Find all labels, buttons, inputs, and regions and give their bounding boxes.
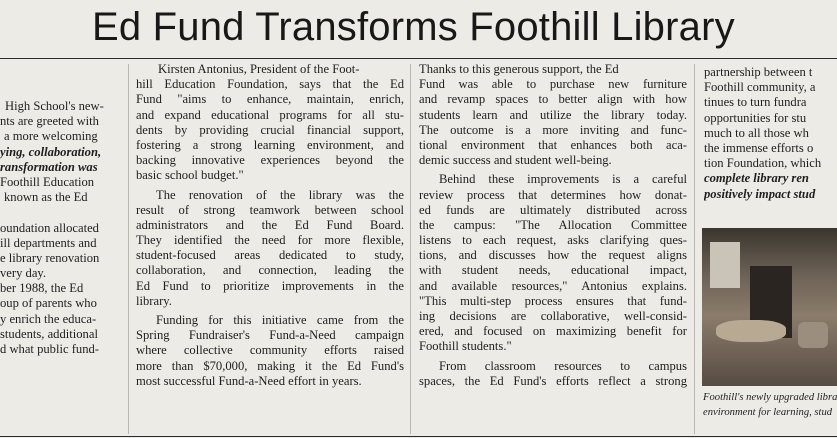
text-line: more than $70,000, making it the Ed Fund's bbox=[136, 358, 404, 373]
text-line: review process that determines how donat- bbox=[419, 187, 687, 202]
text-line: Foothill community, a bbox=[704, 80, 816, 95]
text-line: d what public fund- bbox=[0, 342, 99, 356]
text-line: collaboration, and connection, leading the bbox=[136, 263, 404, 278]
text-line: a more welcoming bbox=[4, 129, 98, 144]
text-line: library. bbox=[136, 293, 172, 308]
text-line: tions, and discusses how the request aligns bbox=[419, 248, 687, 263]
text-line: Fund was able to purchase new furniture bbox=[419, 77, 687, 92]
library-photo bbox=[702, 228, 837, 386]
text-line: ill departments and bbox=[0, 235, 97, 250]
text-line: and available resources," Antonius explains. bbox=[419, 278, 687, 293]
text-line: hill Education Foundation, says that the Ed bbox=[136, 77, 404, 92]
text-line: tinues to turn fundra bbox=[704, 95, 807, 110]
text-line: the immense efforts o bbox=[704, 140, 814, 155]
text-line: ing decisions are collaborative, well-consid- bbox=[419, 309, 687, 323]
text-line: opportunities for stu bbox=[704, 110, 807, 125]
text-line: Funding for this initiative came from the bbox=[156, 313, 404, 327]
text-line: basic school budget." bbox=[136, 168, 244, 183]
text-line: where collective community efforts raised bbox=[136, 343, 404, 358]
text-line: tion Foundation, which bbox=[704, 156, 822, 171]
text-line: From classroom resources to campus bbox=[439, 358, 687, 373]
text-line: ed funds are ultimately distributed across bbox=[419, 202, 687, 217]
text-line: students, additional bbox=[0, 326, 98, 341]
text-line: ered, and focused on maximizing benefit for bbox=[419, 324, 687, 339]
text-line: They identified the need for more flexible, bbox=[136, 233, 404, 248]
article-column-4 bbox=[704, 65, 837, 202]
text-line: y enrich the educa- bbox=[0, 311, 97, 326]
text-line: Kirsten Antonius, President of the Foot- bbox=[158, 62, 360, 76]
text-line: much to all those wh bbox=[704, 125, 809, 140]
text-line: High School's new- bbox=[5, 99, 104, 113]
text-line: administrators and the Ed Fund Board. bbox=[136, 217, 404, 232]
text-line: The renovation of the library was the bbox=[156, 187, 404, 202]
text-line: very day. bbox=[0, 266, 47, 281]
text-line: e library renovation bbox=[0, 250, 100, 265]
article-column-1 bbox=[0, 99, 122, 357]
text-line: the campus: "The Allocation Committee bbox=[419, 217, 687, 232]
column-divider-2 bbox=[410, 64, 411, 434]
text-line: Foothill Education bbox=[0, 174, 95, 189]
text-line: oup of parents who bbox=[0, 296, 97, 311]
text-line: Thanks to this generous support, the Ed bbox=[419, 62, 619, 76]
text-line: positively impact stud bbox=[704, 186, 816, 201]
text-line: demic success and student well-being. bbox=[419, 153, 612, 168]
headline: Ed Fund Transforms Foothill Library bbox=[92, 5, 735, 49]
column-divider-1 bbox=[128, 64, 129, 434]
text-line: dents by providing crucial financial support, bbox=[136, 122, 404, 137]
text-line: Fund "aims to enhance, maintain, enrich, bbox=[136, 92, 404, 107]
article-column-2 bbox=[136, 62, 404, 389]
text-line: ying, collaboration, bbox=[0, 144, 102, 159]
text-line: most successful Fund-a-Need effort in years. bbox=[136, 373, 362, 388]
text-line: ber 1988, the Ed bbox=[0, 281, 84, 296]
text-line: Spring Fundraiser's Fund-a-Need campaign bbox=[136, 328, 404, 343]
text-line: Behind these improvements is a careful bbox=[439, 172, 687, 187]
text-line: Ed Fund to prioritize improvements in the bbox=[136, 278, 404, 293]
text-line: fostering a strong learning environment, and bbox=[136, 137, 404, 152]
text-line: and expand educational programs for all stu- bbox=[136, 107, 404, 122]
text-line: Foothill students." bbox=[419, 339, 512, 354]
text-line bbox=[0, 205, 122, 220]
article-column-3 bbox=[419, 62, 687, 389]
text-line: backing innovative experiences beyond the bbox=[136, 153, 404, 168]
photo-table bbox=[716, 320, 786, 342]
text-line: The outcome is a more inviting and func- bbox=[419, 122, 687, 137]
photo-chair bbox=[798, 322, 828, 348]
caption-line: Foothill's newly upgraded libra bbox=[703, 392, 837, 403]
text-line: with student needs, educational impact, bbox=[419, 263, 687, 278]
text-line: student-focused areas dedicated to study, bbox=[136, 248, 404, 263]
caption-line: environment for learning, stud bbox=[703, 407, 833, 418]
text-line: tional environment that enhances both aca- bbox=[419, 137, 687, 152]
photo-window bbox=[710, 242, 740, 288]
text-line: result of strong teamwork between school bbox=[136, 202, 404, 217]
column-divider-3 bbox=[694, 64, 695, 434]
text-line: complete library ren bbox=[704, 171, 809, 186]
text-line: oundation allocated bbox=[0, 220, 99, 235]
text-line: ransformation was bbox=[0, 159, 98, 174]
text-line: partnership between t bbox=[704, 65, 813, 79]
text-line: listens to each request, asks clarifying ques- bbox=[419, 233, 687, 248]
top-rule bbox=[0, 58, 837, 59]
bottom-rule bbox=[0, 436, 837, 437]
text-line: spaces, the Ed Fund's efforts reflect a strong bbox=[419, 373, 687, 388]
text-line: students learn and utilize the library today. bbox=[419, 107, 687, 122]
text-line: and revamp spaces to better align with how bbox=[419, 92, 687, 107]
text-line: "This multi-step process ensures that fund- bbox=[419, 293, 687, 308]
text-line: known as the Ed bbox=[4, 190, 88, 205]
photo-caption bbox=[703, 390, 837, 420]
text-line: nts are greeted with bbox=[0, 114, 99, 129]
